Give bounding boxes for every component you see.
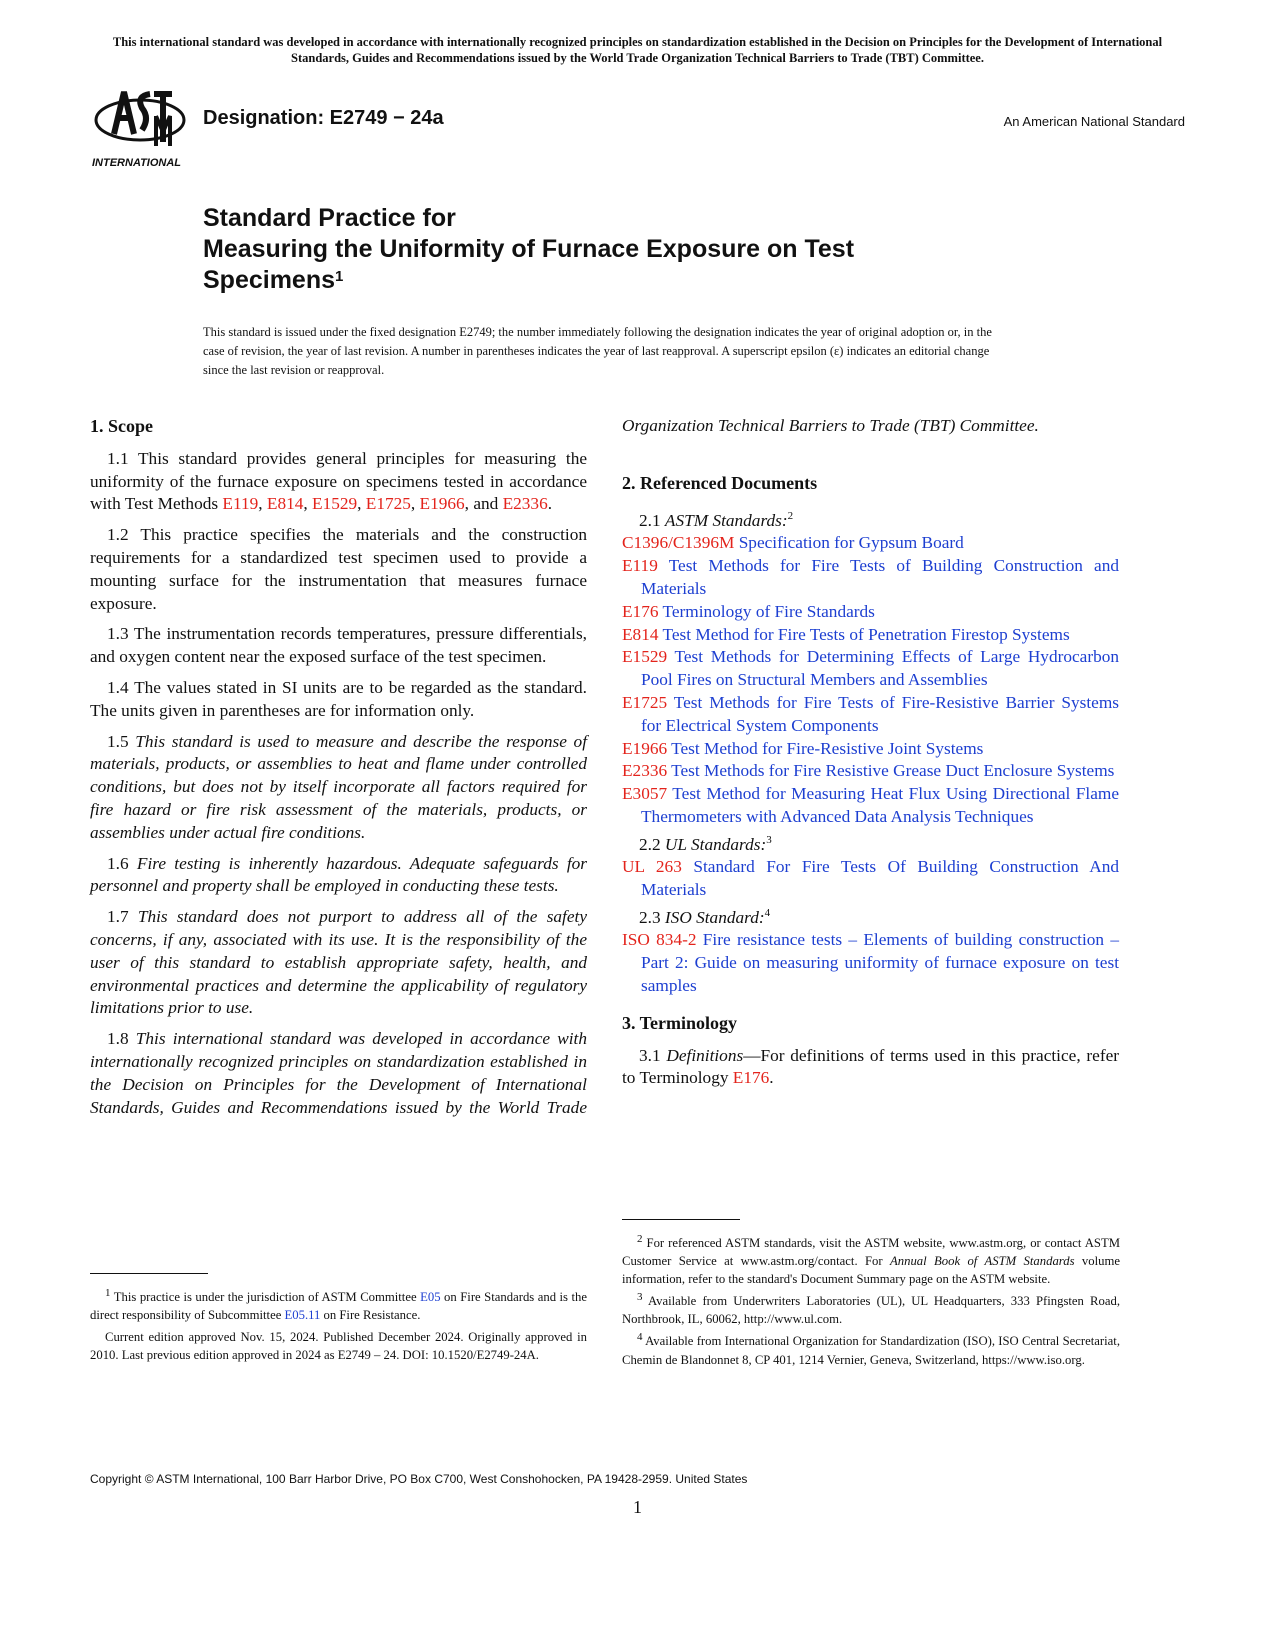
link-e1529[interactable]: E1529 — [312, 494, 358, 514]
footnote-rule-right — [622, 1219, 740, 1220]
link-e2336[interactable]: E2336 — [502, 494, 548, 514]
link-e176[interactable]: E176 — [732, 1068, 770, 1088]
footnote-2: $^2$ For referenced ASTM standards, visit the ASTM website, www.astm.org, or contact ASTM Customer Service at www.astm.org/contact. For Annual Book of ASTM Standards volume information, refer to the standard's Document Summary page on the ASTM website. — [622, 1233, 1120, 1287]
footnote-1: $^1$ This practice is under the jurisdiction of ASTM Committee E05 on Fire Standards and is the direct responsibility of Subcommittee E05.11 on Fire Resistance. — [90, 1287, 587, 1323]
astm-reference-list — [622, 532, 1119, 828]
designation: Designation: E2749 − 24a — [203, 107, 444, 129]
scope-1-7: 1.7 This standard does not purport to address all of the safety concerns, if any, associated with its use. It is the responsibility of the user of this standard to establish appropriate safety, health, and environmental practices and determine the applicability of regulatory limitations prior to use. — [90, 907, 588, 1018]
footnotes-right — [622, 1230, 1120, 1369]
reference-item[interactable]: E814 Test Method for Fire Tests of Penetration Firestop Systems — [622, 624, 1070, 644]
footnote-rule-left — [90, 1273, 208, 1274]
scope-1-8: 1.8 This international standard was developed in accordance with internationally recognized principles on standardization established in the Decision on Principles for the Development of International Standards, Guides and Recommendations issued by the World Trade — [90, 1029, 587, 1117]
reference-item[interactable]: E119 Test Methods for Fire Tests of Building Construction and Materials — [622, 556, 1119, 598]
scope-1-5: 1.5 This standard is used to measure and describe the response of materials, products, or assemblies to heat and flame under controlled conditions, but does not by itself incorporate all factors required for fire hazard or fire risk assessment of the materials, products, or assemblies under actual fire conditions. — [90, 731, 587, 842]
american-national-standard: An American National Standard — [1003, 114, 1185, 129]
scope-1-6: 1.6 Fire testing is inherently hazardous. Adequate safeguards for personnel and property shall be employed in conducting these tests. — [90, 853, 588, 896]
ul-standards-label: 2.2 UL Standards:$^3$ — [639, 833, 772, 854]
iso-standard-label: 2.3 ISO Standard:$^4$ — [639, 906, 771, 927]
link-e814[interactable]: E814 — [266, 494, 304, 514]
copyright: Copyright © ASTM International, 100 Barr Harbor Drive, PO Box C700, West Conshohocken, PA 19428-2959. United States — [90, 1472, 748, 1486]
footnote-3: $^3$ Available from Underwriters Laboratories (UL), UL Headquarters, 333 Pfingsten Road, Northbrook, IL, 60062, http://www.ul.com. — [622, 1291, 1120, 1327]
reference-item[interactable]: E1725 Test Methods for Fire Tests of Fire-Resistive Barrier Systems for Electrical System Components — [622, 692, 1120, 735]
top-notice: This international standard was developed in accordance with internationally recognized principles on standardization established in the Decision on Principles for the Development of International Standards, Guides and Recommendations issued by the World Trade Organization Technical Barriers to Trade (TBT) Committee. — [112, 35, 1163, 65]
astm-logo-icon — [92, 86, 188, 170]
link-e05-11[interactable]: E05.11 — [284, 1308, 321, 1323]
terminology-3-1: 3.1 Definitions—For definitions of terms used in this practice, refer to Terminology E176. — [622, 1045, 1120, 1088]
referenced-documents-heading: 2. Referenced Documents — [622, 473, 818, 493]
reference-item[interactable]: ISO 834-2 Fire resistance tests – Elements of building construction – Part 2: Guide on measuring uniformity of furnace exposure on test samples — [622, 930, 1119, 996]
scope-1-2: 1.2 This practice specifies the materials and the construction requirements for a standardized test specimen used to provide a mounting surface for the instrumentation that measures furnace exposure. — [90, 525, 587, 613]
scope-1-8-continued: Organization Technical Barriers to Trade (TBT) Committee. — [622, 416, 1039, 436]
footnote-4: $^4$ Available from International Organization for Standardization (ISO), ISO Central Secretariat, Chemin de Blandonnet 8, CP 401, 1214 Vernier, Geneva, Switzerland, https://www.iso.org. — [622, 1331, 1120, 1367]
scope-heading: 1. Scope — [90, 416, 153, 436]
scope-1-4: 1.4 The values stated in SI units are to be regarded as the standard. The units given in parentheses are for information only. — [90, 677, 587, 720]
link-e1966[interactable]: E1966 — [419, 494, 465, 514]
link-e119[interactable]: E119 — [222, 494, 259, 514]
title-line-2: Measuring the Uniformity of Furnace Exposure on Test Specimens$^1$ — [203, 235, 855, 294]
astm-standards-label: 2.1 ASTM Standards:$^2$ — [639, 509, 794, 530]
terminology-heading: 3. Terminology — [622, 1012, 738, 1033]
astm-logo — [92, 86, 188, 170]
reference-item[interactable]: E2336 Test Methods for Fire Resistive Grease Duct Enclosure Systems — [622, 761, 1115, 781]
scope-1-1: 1.1 This standard provides general principles for measuring the uniformity of the furnace exposure on specimens tested in accordance with Test Methods E119, E814, E1529, E1725, E1966, and E2336. — [90, 448, 587, 514]
reference-item[interactable]: E1966 Test Method for Fire-Resistive Joint Systems — [622, 738, 984, 758]
footnote-1-edition: Current edition approved Nov. 15, 2024. Published December 2024. Originally approved in 2010. Last previous edition approved in 2024 as E2749 – 24. DOI: 10.1520/E2749-24A. — [90, 1330, 587, 1363]
reference-item[interactable]: E3057 Test Method for Measuring Heat Flux Using Directional Flame Thermometers with Advanced Data Analysis Techniques — [622, 784, 1119, 826]
title-line-1: Standard Practice for — [203, 204, 456, 232]
document-title — [203, 203, 983, 296]
left-column — [90, 415, 587, 1119]
reference-item[interactable]: E1529 Test Methods for Determining Effects of Large Hydrocarbon Pool Fires on Structural Members and Assemblies — [622, 647, 1119, 690]
right-column — [622, 415, 1119, 1098]
issue-note: This standard is issued under the fixed designation E2749; the number immediately following the designation indicates the year of original adoption or, in the case of revision, the year of last revision. A number in parentheses indicates the year of last reapproval. A superscript epsilon (ε) indicates an editorial change since the last revision or reapproval. — [203, 325, 992, 377]
footnotes-left — [90, 1284, 587, 1364]
link-e05[interactable]: E05 — [420, 1290, 441, 1305]
logo-text: INTERNATIONAL — [92, 157, 182, 169]
reference-item[interactable]: UL 263 Standard For Fire Tests Of Building Construction And Materials — [622, 857, 1120, 900]
page-number: 1 — [633, 1497, 642, 1517]
reference-item[interactable]: E176 Terminology of Fire Standards — [622, 601, 875, 621]
title-footnote-mark[interactable]: 1 — [335, 268, 344, 285]
link-e1725[interactable]: E1725 — [365, 494, 411, 514]
scope-1-3: 1.3 The instrumentation records temperatures, pressure differentials, and oxygen content near the exposed surface of the test specimen. — [90, 624, 587, 667]
reference-item[interactable]: C1396/C1396M Specification for Gypsum Board — [622, 533, 964, 553]
